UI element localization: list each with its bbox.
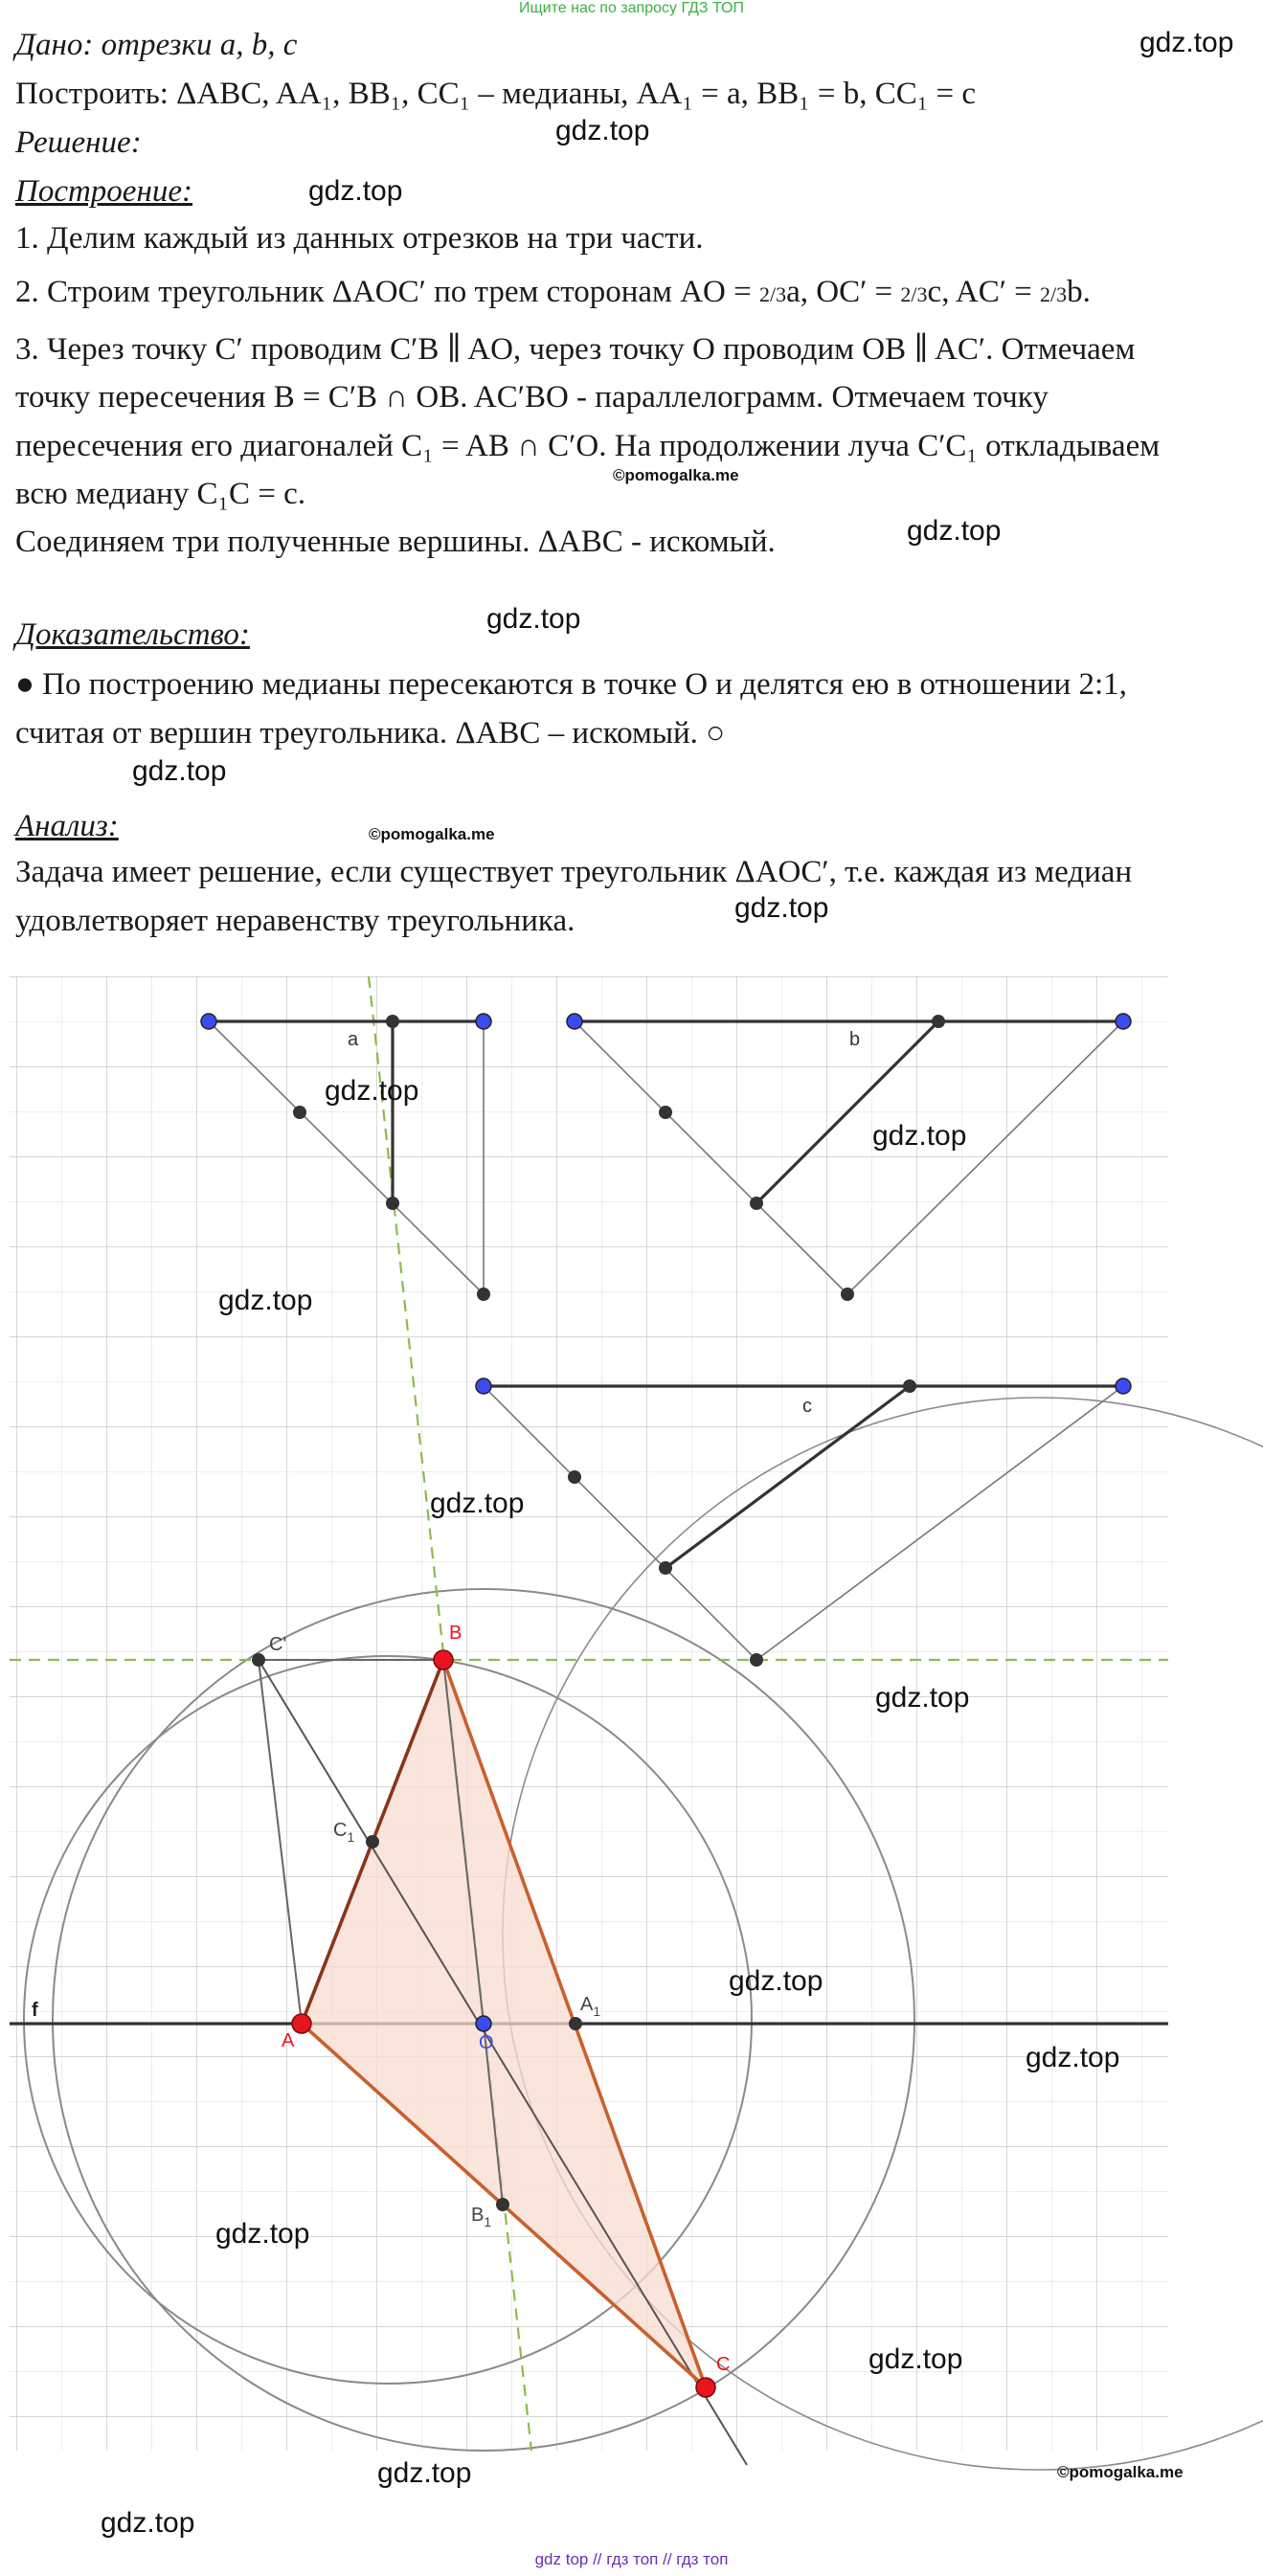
watermark: gdz.top: [132, 755, 227, 787]
watermark: gdz.top: [486, 603, 581, 635]
watermark: gdz.top: [734, 892, 829, 924]
label-a: a: [348, 1029, 359, 1050]
point-c-start: [476, 1378, 491, 1394]
point-b-end: [1116, 1014, 1131, 1029]
watermark: ©pomogalka.me: [613, 466, 739, 484]
point-c-end: [1116, 1378, 1131, 1394]
construct-line: Построить: ΔABC, AA₁, BB₁, CC₁ – медианы, AA₁ = a, BB₁ = b, CC₁ = c: [15, 77, 977, 111]
watermark: gdz.top: [215, 2218, 310, 2250]
fraction: 2/3: [1040, 282, 1068, 306]
point-helper: [659, 1561, 672, 1575]
construction-header: Построение:: [15, 174, 192, 209]
point-helper: [568, 1470, 581, 1484]
point-a-vertex: [292, 2014, 311, 2033]
fraction: 2/3: [900, 282, 928, 306]
watermark: gdz.top: [729, 1965, 823, 1997]
step-1: 1. Делим каждый из данных отрезков на три части.: [15, 221, 704, 256]
point-helper: [750, 1653, 763, 1667]
label-f: f: [32, 2000, 38, 2021]
watermark: gdz.top: [430, 1488, 525, 1519]
step-3-line-3: пересечения его диагоналей C₁ = AB ∩ C′O. На продолжении луча C′C₁ откладываем: [15, 429, 1161, 463]
label-a-vertex: A: [282, 2030, 295, 2051]
step-3-line-4: всю медиану C₁C = c.: [15, 477, 306, 511]
point-b-start: [567, 1014, 582, 1029]
step-3-line-1: 3. Через точку C′ проводим C′B ∥ AO, через точку O проводим OB ∥ AC′. Отмечаем: [15, 332, 1136, 367]
point-c-vertex: [696, 2378, 715, 2397]
watermark: gdz.top: [308, 175, 403, 207]
solution-label: Решение:: [15, 125, 142, 160]
watermark: ©pomogalka.me: [1057, 2463, 1184, 2481]
watermark: gdz.top: [101, 2507, 195, 2539]
proof-header: Доказательство:: [15, 617, 250, 652]
watermark: gdz.top: [1026, 2042, 1120, 2073]
top-banner: Ищите нас по запросу ГДЗ ТОП: [519, 0, 744, 16]
point-a-third: [386, 1015, 399, 1028]
point-helper: [841, 1288, 854, 1301]
point-helper: [477, 1288, 490, 1301]
analysis-line-1: Задача имеет решение, если существует треугольник ΔAOC′, т.е. каждая из медиан: [15, 855, 1133, 889]
watermark: gdz.top: [875, 1682, 970, 1714]
label-c: c: [802, 1396, 812, 1417]
point-c-prime: [252, 1653, 265, 1667]
analysis-header: Анализ:: [15, 809, 119, 843]
construction-drawing: [0, 957, 1263, 2489]
label-c1: $C_1$: [333, 1820, 355, 1845]
label-b-vertex: B: [449, 1623, 462, 1644]
watermark: ©pomogalka.me: [369, 825, 495, 843]
watermark: gdz.top: [377, 2457, 472, 2489]
connect-line: Соединяем три полученные вершины. ΔABC - искомый.: [15, 525, 776, 559]
proof-line-2: считая от вершин треугольника. ΔABC – искомый. ○: [15, 716, 726, 750]
label-o: O: [479, 2032, 494, 2053]
point-a-start: [201, 1014, 216, 1029]
point-a-end: [476, 1014, 491, 1029]
point-c-third: [903, 1379, 916, 1393]
point-a1: [569, 2017, 582, 2030]
point-b-third: [932, 1015, 945, 1028]
label-b: b: [849, 1029, 861, 1050]
label-a1: $A_1$: [580, 1994, 601, 2019]
label-b1: $B_1$: [471, 2205, 492, 2229]
analysis-line-2: удовлетворяет неравенству треугольника.: [15, 904, 575, 938]
watermark: gdz.top: [555, 115, 650, 146]
label-c-vertex: C: [716, 2354, 731, 2375]
point-b1: [496, 2198, 509, 2211]
watermark: gdz.top: [325, 1075, 419, 1107]
watermark: gdz.top: [1139, 27, 1234, 58]
watermark: gdz.top: [907, 515, 1002, 547]
point-b-vertex: [434, 1650, 453, 1669]
point-c1: [366, 1835, 379, 1848]
fraction: 2/3: [758, 282, 787, 306]
point-o: [476, 2016, 491, 2031]
point-helper: [750, 1197, 763, 1210]
point-helper: [386, 1197, 399, 1210]
given-line: Дано: отрезки a, b, c: [15, 28, 298, 62]
watermark: gdz.top: [868, 2343, 963, 2375]
proof-line-1: ● По построению медианы пересекаются в точке O и делятся ею в отношении 2:1,: [15, 667, 1127, 702]
point-helper: [659, 1106, 672, 1119]
step-2: 2. Строим треугольник ΔAOC′ по трем сторонам AO = 2/3a, OC′ = 2/3c, AC′ = 2/3b.: [15, 275, 1091, 309]
watermark: gdz.top: [872, 1120, 967, 1152]
point-helper: [293, 1106, 306, 1119]
label-c-prime: C': [269, 1634, 287, 1655]
step-3-line-2: точку пересечения B = C′B ∩ OB. AC′BO - параллелограмм. Отмечаем точку: [15, 380, 1049, 414]
bottom-banner: gdz top // гдз топ // гдз топ: [534, 2550, 729, 2568]
watermark: gdz.top: [218, 1285, 313, 1316]
